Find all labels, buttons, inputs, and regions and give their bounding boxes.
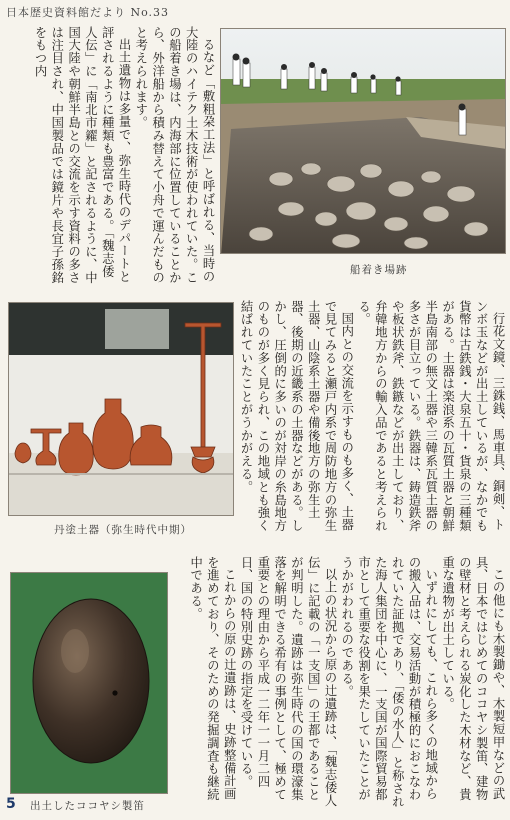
text-column-bottom-right — [176, 556, 506, 812]
paragraph: 出土遺物は多量で、弥生時代のデパートと評されるように種類も豊富である。「魏志倭人伝」に「南北市糴」と記されるように、中国大陸や朝鮮半島との交流を示す資料の多さは注目され、中国製品では鏡片や長宜子孫銘をもつ内 — [33, 26, 132, 284]
paragraph: 以上の状況から原の辻遺跡は、「魏志倭人伝」に記載の「一支国」の王都であることが判明した。遺跡は弥生時代の国の環濠集落を解明できる希有の事例として、極めて重要との理由から平成一二年一一月二四日、国の特別史跡の指定を受けている。 — [239, 556, 338, 808]
excavation-caption: 船着き場跡 — [350, 264, 408, 276]
coconut-photo-illustration — [11, 573, 168, 794]
pottery-photo — [8, 302, 234, 516]
paragraph: これからの原の辻遺跡は、史跡整備計画を進めており、そのための発掘調査も継続中である。 — [188, 556, 237, 802]
pottery-photo-illustration — [9, 303, 234, 516]
page-header: 日本歴史資料館だより No.33 — [6, 6, 170, 19]
paragraph: 国内との交流を示すものも多く、土器で見てみると瀬戸内系で周防地方の弥生土器、山陰系土器や備後地方の弥生土器、後期の近畿系の土器などがある。しかし、圧倒的に多いのが対岸の糸島地方のものが多く見られ、この地域とも強く結ばれていたことがうかがえる。 — [239, 300, 354, 533]
page-number: 5 — [6, 796, 16, 812]
coconut-flute-photo — [10, 572, 168, 794]
paragraph: るなど「敷粗朶工法」と呼ばれる、当時の大陸のハイテク土木技術が使われていた。この船着き場は、内海部に位置していることから、外洋船から積み替えて小舟で運んだものと考えられます。 — [133, 26, 215, 284]
excavation-photo-illustration — [221, 29, 506, 254]
coconut-caption: 出土したココヤシ製笛 — [30, 800, 145, 812]
text-column-top-left — [6, 26, 216, 288]
pottery-caption: 丹塗土器（弥生時代中期） — [54, 524, 192, 536]
paragraph: この他にも木製鋤や、木製短甲などの武具、日本ではじめてのココヤシ製笛、建物の壁材と考えられる炭化した木材など、貴重な遺物が出土している。 — [440, 556, 505, 802]
paragraph: いずれにしても、これら多くの地域からの搬入品は、交易活動が積極的におこなわれていた証拠であり、「倭の水人」と称された海人集団を中心に、一支国が国際貿易都市として重要な役割を果たしていたことがうかがわれるのである。 — [339, 556, 438, 808]
text-column-middle-right — [238, 300, 506, 540]
paragraph: 行花文鏡、三銖銭、馬車具、銅剣、トンボ玉などが出土しているが、なかでも貨幣は古鉄銭・大泉五十・貨泉の三種類がある。土器は楽浪系の瓦質土器と朝鮮半島南部の無文土器や三韓系瓦質土器の多さが目立っている。鉄器は、鋳造鉄斧や板状鉄斧、鉄鏃などが出土しており、弁韓地方からの輸入品であると考えられる。 — [356, 300, 505, 533]
excavation-site-photo — [220, 28, 506, 254]
